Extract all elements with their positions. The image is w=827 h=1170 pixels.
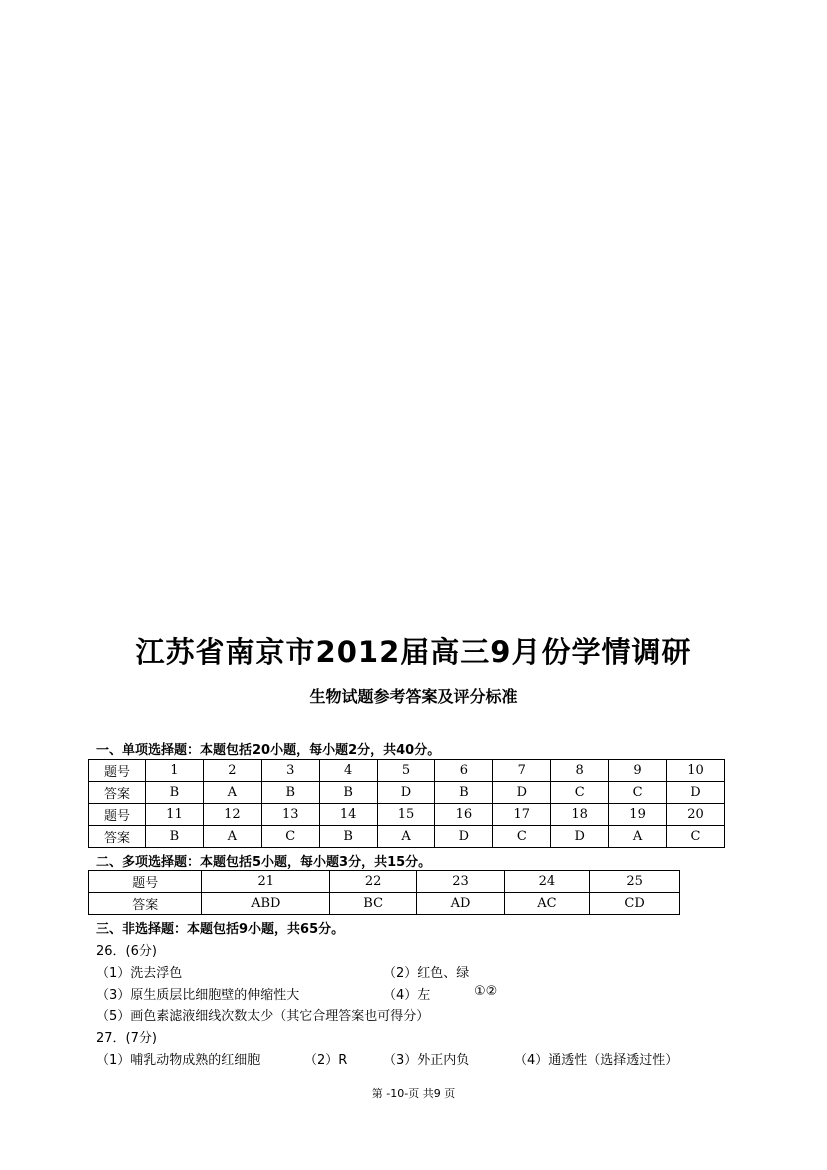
question-number: 6	[435, 760, 493, 782]
row-label: 答案	[89, 893, 202, 915]
answer-cell: C	[667, 826, 725, 848]
question-number: 2	[203, 760, 261, 782]
question-number: 5	[377, 760, 435, 782]
answer-cell: D	[377, 782, 435, 804]
q27-header: 27．(7分)	[96, 1031, 157, 1046]
q27-answer-4: （4）通透性（选择透过性）	[514, 1053, 679, 1068]
answer-cell: B	[435, 782, 493, 804]
table-row	[89, 782, 725, 804]
section2-heading: 二、多项选择题：本题包括5小题，每小题3分，共15分。	[96, 855, 432, 870]
answer-cell: ABD	[202, 893, 330, 915]
answer-cell: D	[551, 826, 609, 848]
answer-cell: B	[319, 826, 377, 848]
section1-heading: 一、单项选择题：本题包括20小题，每小题2分，共40分。	[96, 743, 441, 758]
row-label: 答案	[89, 826, 146, 848]
answer-cell: D	[493, 782, 551, 804]
answer-cell: B	[146, 782, 204, 804]
question-number: 10	[667, 760, 725, 782]
q26-answer-5: （5）画色素滤液细线次数太少（其它合理答案也可得分）	[96, 1009, 430, 1024]
row-label: 题号	[89, 871, 202, 893]
question-number: 16	[435, 804, 493, 826]
question-number: 12	[203, 804, 261, 826]
question-number: 23	[417, 871, 504, 893]
question-number: 24	[504, 871, 589, 893]
question-number: 19	[609, 804, 667, 826]
q26-answer-4b: ①②	[474, 984, 498, 999]
answer-cell: CD	[590, 893, 680, 915]
question-number: 8	[551, 760, 609, 782]
answer-cell: B	[261, 782, 319, 804]
single-choice-answer-table	[88, 759, 725, 848]
answer-cell: C	[551, 782, 609, 804]
question-number: 9	[609, 760, 667, 782]
question-number: 13	[261, 804, 319, 826]
row-label: 题号	[89, 760, 146, 782]
q26-answer-3: （3）原生质层比细胞壁的伸缩性大	[96, 988, 300, 1003]
q27-answer-2: （2）R	[304, 1053, 348, 1068]
question-number: 14	[319, 804, 377, 826]
answer-cell: D	[435, 826, 493, 848]
question-number: 3	[261, 760, 319, 782]
question-number: 7	[493, 760, 551, 782]
question-number: 1	[146, 760, 204, 782]
row-label: 答案	[89, 782, 146, 804]
question-number: 22	[330, 871, 417, 893]
table-row	[89, 893, 680, 915]
answer-cell: B	[146, 826, 204, 848]
answer-cell: AD	[417, 893, 504, 915]
row-label: 题号	[89, 804, 146, 826]
question-number: 18	[551, 804, 609, 826]
q26-header: 26．(6分)	[96, 944, 157, 959]
table-row	[89, 760, 725, 782]
answer-cell: D	[667, 782, 725, 804]
answer-cell: A	[377, 826, 435, 848]
q26-answer-1: （1）洗去浮色	[96, 966, 183, 981]
answer-cell: C	[261, 826, 319, 848]
multi-choice-answer-table	[88, 870, 680, 915]
answer-cell: BC	[330, 893, 417, 915]
q26-answer-2: （2）红色、绿	[383, 966, 470, 981]
q27-answer-3: （3）外正内负	[383, 1053, 470, 1068]
table-row	[89, 804, 725, 826]
answer-cell: A	[203, 782, 261, 804]
answer-cell: B	[319, 782, 377, 804]
document-title: 江苏省南京市2012届高三9月份学情调研	[135, 635, 692, 669]
answer-cell: A	[609, 826, 667, 848]
document-subtitle: 生物试题参考答案及评分标准	[309, 687, 518, 706]
page-footer: 第 -10-页 共9 页	[371, 1087, 456, 1100]
question-number: 20	[667, 804, 725, 826]
question-number: 4	[319, 760, 377, 782]
answer-cell: AC	[504, 893, 589, 915]
table-row	[89, 871, 680, 893]
question-number: 11	[146, 804, 204, 826]
question-number: 15	[377, 804, 435, 826]
answer-cell: A	[203, 826, 261, 848]
section3-heading: 三、非选择题：本题包括9小题，共65分。	[96, 922, 345, 937]
q26-answer-4: （4）左	[383, 988, 431, 1003]
question-number: 17	[493, 804, 551, 826]
table-row	[89, 826, 725, 848]
question-number: 21	[202, 871, 330, 893]
question-number: 25	[590, 871, 680, 893]
q27-answer-1: （1）哺乳动物成熟的红细胞	[96, 1053, 261, 1068]
answer-cell: C	[609, 782, 667, 804]
answer-cell: C	[493, 826, 551, 848]
